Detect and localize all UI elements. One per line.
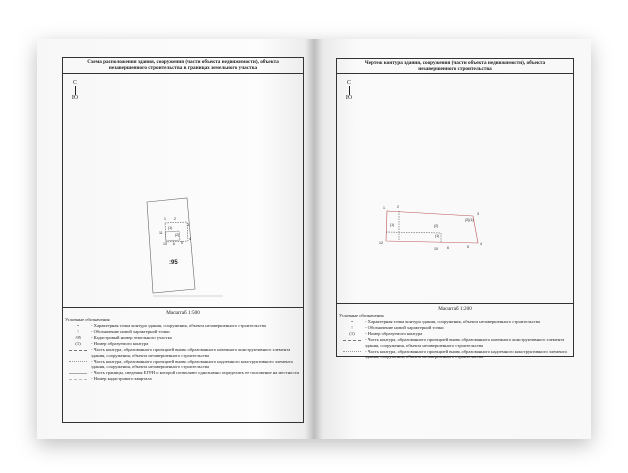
point-label: 10: [163, 242, 167, 246]
contour-label: (2): [175, 233, 180, 237]
contour-label: (1): [168, 226, 173, 230]
legend-text: - Обозначение новой характерной точки: [365, 325, 444, 331]
legend-symbol: ↑: [76, 329, 80, 335]
right-scale: Масштаб 1:200: [438, 306, 472, 312]
point-label: 1: [164, 217, 166, 221]
right-title-line1: Чертеж контура здания, сооружения (части объекта недвижимости), объекта: [364, 60, 546, 66]
legend-title: Условные обозначения: [65, 317, 110, 322]
contour-label: (2)(1): [465, 218, 474, 222]
legend-text: - Характерная точка контура здания, сооружения, объекта незавершенного строительства: [365, 319, 540, 325]
south-label: Ю: [345, 95, 353, 101]
right-legend: [339, 313, 571, 360]
point-label: 3: [477, 212, 479, 216]
legend-row: [65, 329, 301, 334]
right-title-line2: незавершенного строительства: [418, 66, 492, 73]
point-label: 11: [159, 231, 163, 235]
contour-label: (1): [435, 234, 440, 238]
legend-symbol: ↑: [350, 325, 354, 331]
legend-row: [65, 359, 301, 370]
solid-line-symbol: [69, 373, 87, 374]
point-label: 4: [480, 242, 482, 246]
legend-row: [339, 325, 571, 330]
open-booklet: [37, 39, 591, 439]
left-legend: [65, 317, 301, 382]
point-label: 10: [434, 247, 438, 251]
legend-text: - Кадастровый номер земельного участка: [91, 335, 172, 341]
point-label: 5: [181, 241, 183, 245]
right-contour-drawing: [337, 74, 575, 304]
legend-row: [339, 349, 571, 360]
legend-row: [65, 323, 301, 328]
legend-row: [65, 376, 301, 381]
dashdot-line-symbol: [69, 379, 87, 380]
contour-label: (2): [434, 224, 439, 228]
legend-symbol: [65, 347, 91, 352]
legend-symbol: [339, 337, 365, 342]
legend-symbol: (1): [75, 341, 81, 347]
legend-text: - Часть контура, образованного проекцией вновь образованного надземного конструктивного элемента здания, сооружения, объекта незавершенного строительства: [91, 358, 293, 370]
left-page-title: [63, 58, 303, 74]
point-label: 1: [383, 206, 385, 210]
dotted-line-symbol: [69, 361, 87, 362]
point-label: 6: [173, 242, 175, 246]
legend-text: - Характерная точка контура здания, сооружения, объекта незавершенного строительства: [91, 323, 266, 329]
legend-symbol: (1): [349, 331, 355, 337]
legend-title: Условные обозначения: [339, 313, 384, 318]
legend-symbol: [65, 359, 91, 364]
dashed-line-symbol: [69, 350, 87, 351]
legend-text: - Обозначение новой характерной точки: [91, 329, 170, 335]
legend-row: [65, 347, 301, 358]
dashed-line-symbol: [343, 340, 361, 341]
legend-row: [65, 370, 301, 375]
point-label: 2: [397, 205, 399, 209]
left-page-frame: [62, 57, 304, 423]
legend-symbol: [65, 370, 91, 375]
building-contour: [165, 222, 188, 242]
legend-text: - Часть контура, образованного проекцией вновь образованного надземного конструктивного элемента здания, сооружения, объекта незавершенного строительства: [365, 348, 567, 360]
left-title-line1: Схема расположения здания, сооружения (части объекта недвижимости), объекта: [87, 59, 279, 65]
building-contour: [386, 211, 478, 243]
legend-symbol: [65, 376, 91, 381]
legend-text: - Номер образуемого контура: [365, 331, 423, 337]
legend-text: - Часть контура, образованного проекцией вновь образованного наземного конструктивного элемента здания, сооружения, объекта незавершенного строительства: [91, 347, 291, 358]
left-title-line2: незавершенного строительства в границах земельного участка: [108, 65, 258, 72]
dotted-line-symbol: [343, 351, 361, 352]
legend-symbol: [339, 349, 365, 354]
legend-row: [65, 341, 301, 346]
south-label: Ю: [71, 95, 79, 101]
point-label: 4: [189, 237, 191, 241]
legend-symbol: •: [351, 319, 353, 325]
booklet-spine: [305, 39, 323, 439]
left-scale: Масштаб 1:500: [166, 310, 200, 316]
point-label: 2: [174, 217, 176, 221]
legend-row: [339, 337, 571, 348]
right-drawing-area: [337, 74, 573, 304]
legend-text: - Часть контура, образованного проекцией вновь образованного наземного конструктивного элемента здания, сооружения, объекта незавершенного строительства: [365, 337, 565, 348]
left-page: [37, 39, 314, 439]
left-drawing-area: [63, 74, 303, 308]
legend-row: [339, 319, 571, 324]
north-label: С: [72, 80, 77, 86]
parcel-cadastral-label: :95: [169, 260, 178, 266]
land-parcel-boundary: [147, 198, 195, 293]
legend-text: - Номер образуемого контура: [91, 341, 149, 347]
point-label: 5: [467, 245, 469, 249]
right-page-title: [337, 59, 573, 74]
right-page: [314, 39, 591, 439]
legend-symbol: •: [77, 323, 79, 329]
right-page-frame: [336, 58, 574, 360]
point-label: 6: [447, 246, 449, 250]
point-label: 12: [379, 241, 383, 245]
legend-text: - Часть границы, сведения ЕГРН о которой позволяют однозначно определить ее положение на местности: [91, 370, 299, 376]
contour-label: (1): [390, 223, 395, 227]
legend-row: [339, 331, 571, 336]
legend-symbol: :95: [75, 335, 81, 341]
left-site-plan: [63, 74, 305, 308]
point-label: 3: [187, 223, 189, 227]
legend-row: [65, 335, 301, 340]
legend-text: - Номер кадастрового квартала: [91, 376, 152, 382]
north-label: С: [346, 80, 351, 86]
contour-division-line: [386, 232, 441, 233]
